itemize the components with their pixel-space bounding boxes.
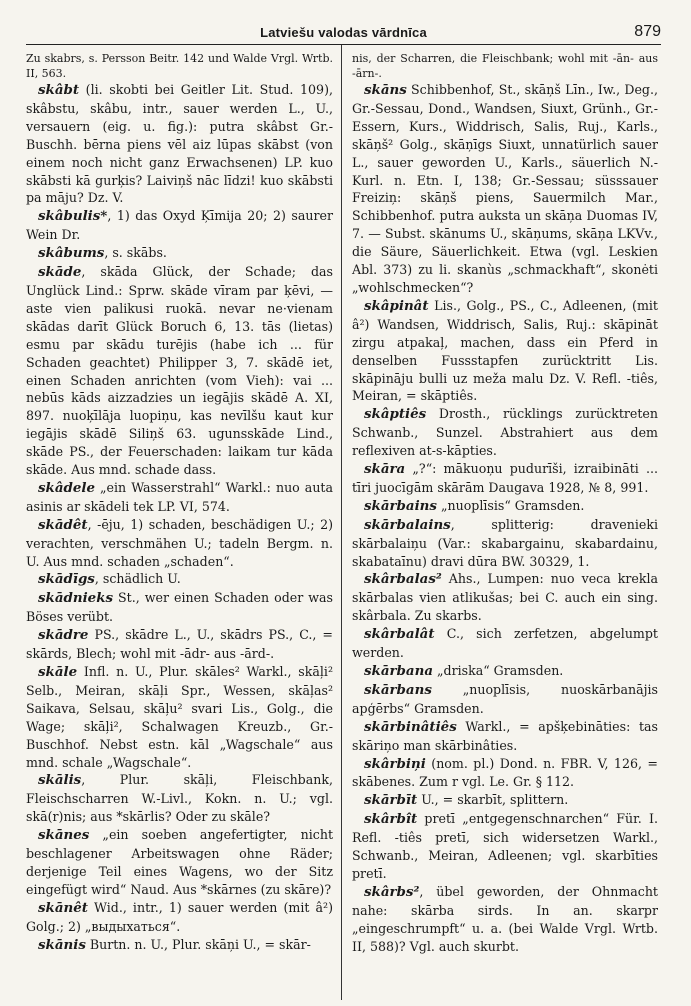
entry-text: Warkl., = apšķebināties: tas skāriņo man skārbinâties. — [352, 718, 658, 753]
entry-headword: skârbs² — [364, 883, 420, 900]
entry-text: „driska“ Gramsden. — [433, 663, 564, 678]
entry-text: , Plur. skāļi, Fleischbank, Fleischscharren W.-Livl., Kokn. n. U.; vgl. skā(r)nis; aus *skārlis? Oder zu skāle? — [26, 772, 333, 825]
page-number: 879 — [634, 23, 661, 40]
dictionary-entry — [26, 589, 333, 626]
entry-text: , s. skābs. — [104, 245, 167, 261]
dictionary-entry — [26, 81, 333, 207]
dictionary-entry — [352, 297, 658, 405]
dictionary-entry — [352, 625, 658, 662]
dictionary-entry — [352, 570, 658, 625]
entry-headword: skâpinât — [364, 297, 429, 314]
entry-headword: skârbalas² — [364, 571, 442, 588]
entry-headword: skānes — [38, 827, 90, 844]
entry-headword: skâdele — [38, 479, 95, 496]
entry-text: St., wer einen Schaden oder was Böses verübt. — [26, 590, 333, 625]
entry-headword: skârbiņi — [364, 755, 426, 772]
dictionary-entry — [352, 405, 658, 460]
entry-headword: skānis — [38, 936, 86, 953]
dictionary-entry — [26, 516, 333, 571]
dictionary-entry — [26, 936, 333, 955]
entry-text: „nuoplīsis, nuoskārbanājis apģērbs“ Gramsden. — [352, 681, 658, 716]
entry-text: (li. skobti bei Geitler Lit. Stud. 109), skâbstu, skâbu, intr., sauer werden L., U., versauern (eig. u. fig.): putra skâbst Gr.-Buschh. bērna piens vēl aiz lūpas skābst (von einem noch nicht ganz Erwachsenen) LP. kuo skābsti kā gurķis? Laiviņš nāc līdzi! kuo skābsti pa māju? Dz. V. — [26, 82, 333, 206]
entry-text: , 1) das Oxyd Ķīmija 20; 2) saurer Wein Dr. — [26, 208, 333, 243]
entry-headword: skâbt — [38, 82, 80, 98]
entry-text: Lis., Golg., PS., C., Adleenen, (mit â²) Wandsen, Widdrisch, Salis, Ruj.: skāpināt zirgu atpakaļ, machen, dass ein Pferd in denselben Fussstapfen zurücktritt Lis. skāpināju bulli uz meža malu Dz. V. Refl. -tiês, Meiran, = skāptiês. — [352, 297, 658, 404]
dictionary-entry — [26, 244, 333, 263]
dictionary-entry — [352, 81, 658, 297]
entry-text: Drosth., rücklings zurücktreten Schwanb., Sunzel. Abstrahiert aus dem reflexiven at-s-kāpties. — [352, 406, 658, 459]
running-title: Latviešu valodas vārdnīca — [260, 25, 427, 40]
entry-headword: skārbalains — [364, 516, 451, 533]
dictionary-entry — [352, 662, 658, 681]
left-column — [26, 45, 342, 1000]
dictionary-entry — [352, 718, 658, 755]
entry-text: (nom. pl.) Dond. n. FBR. V, 126, = skābenes. Zum r vgl. Le. Gr. § 112. — [352, 755, 658, 790]
dictionary-entry — [352, 681, 658, 718]
entry-text: „ein soeben angefertigter, nicht beschlagener Arbeitswagen ohne Räder; derjenige Teil eines Wagens, wo der Sitz eingefügt wird“ Naud. Aus *skārnes (zu skāre)? — [26, 827, 333, 897]
entry-text: pretī „entgegenschnarchen“ Für. I. Refl. -tiês pretī, sich widersetzen Warkl., Schwanb., Meiran, Adleenen; vgl. skarbīties pretī. — [352, 811, 658, 881]
entry-headword: skādêt — [38, 516, 88, 533]
dictionary-entry — [352, 810, 658, 883]
entry-headword: skâbums — [38, 245, 105, 262]
entry-headword: skāra — [364, 461, 406, 478]
entry-headword: skâbulis* — [38, 208, 108, 225]
dictionary-entry — [26, 826, 333, 899]
entry-headword: skâptiês — [364, 406, 427, 423]
entry-text: Infl. n. U., Plur. skāles² Warkl., skāļi² Selb., Meiran, skāļi Spr., Wessen, skāļas² Saikava, Selsau, skāļu² svari Lis., Golg., die Wage; skāļi², Schalwagen Kreuzb., Gr.-Buschhof. Nebst estn. kāl „Wagschale“ aus mnd. schale „Wagschale“. — [26, 664, 333, 770]
entry-headword: skādīgs — [38, 571, 95, 588]
entry-text: Schibbenhof, St., skāņš Līn., Iw., Deg., Gr.-Sessau, Dond., Wandsen, Siuxt, Grünh., Gr.-Essern, Kurs., Widdrisch, Salis, Ruj., Karls., skāņš² Golg., skāņīgs Siuxt, unnatürlich sauer L., sauer geworden U., Karls., säuerlich N.-Kurl. n. Etn. I, 138; Gr.-Sessau; süsssauer Freiziņ: skāņš piens, Sauermilch Mar., Schibbenhof. putra auksta un skāņa Duomas IV, 7. — Subst. skānums U., skāņums, skāņa LKVv., die Säure, Säuerlichkeit. Etwa (vgl. Leskien Abl. 373) zu li. skanùs „schmackhaft“, skonėti „wohlschmecken“? — [352, 82, 658, 295]
entry-headword: skārbinâtiês — [364, 718, 457, 735]
dictionary-entry — [26, 570, 333, 589]
entry-headword: skālis — [38, 772, 82, 789]
entry-headword: skārbans — [364, 681, 432, 698]
dictionary-entry — [26, 899, 333, 936]
entry-text: Burtn. n. U., Plur. skāņi U., = skār- — [85, 936, 311, 952]
entry-headword: skârbalât — [364, 626, 435, 643]
entry-text: , schädlich U. — [94, 571, 181, 587]
entry-headword: skānêt — [38, 899, 88, 916]
two-column-body — [26, 45, 661, 1000]
entry-headword: skāle — [38, 664, 78, 680]
entry-text: „ein Wasserstrahl“ Warkl.: nuo auta asinis ar skādeli tek LP. VI, 574. — [26, 479, 333, 514]
entry-text: Zu skabrs, s. Persson Beitr. 142 und Walde Vrgl. Wrtb. II, 563. — [26, 52, 333, 80]
entry-text: Ahs., Lumpen: nuo veca krekla skārbalas vien atlikušas; bei C. auch ein sing. skârbala. Zu skarbs. — [352, 571, 658, 624]
dictionary-entry — [352, 460, 658, 497]
entry-headword: skāde — [38, 264, 82, 281]
entry-text: , splitterig: dravenieki skārbalaiņu (Var.: skabargainu, skabardainu, skabataīnu) dravi dūra BW. 30329, 1. — [352, 516, 658, 569]
entry-headword: skādre — [38, 627, 89, 644]
dictionary-entry — [352, 516, 658, 571]
dictionary-entry — [352, 497, 658, 516]
dictionary-entry — [26, 263, 333, 479]
right-column — [342, 45, 658, 1000]
entry-text: , -ēju, 1) schaden, beschädigen U.; 2) verachten, verschmähen U.; tadeln Bergm. n. U. Aus mnd. schaden „schaden“. — [26, 516, 333, 569]
entry-text: PS., skādre L., U., skādrs PS., C., = skārds, Blech; wohl mit -ādr- aus -ārd-. — [26, 627, 333, 662]
entry-text: nis, der Scharren, die Fleischbank; wohl mit -ān- aus -ārn-. — [352, 52, 658, 80]
entry-headword: skādnieks — [38, 590, 114, 607]
entry-text: , skāda Glück, der Schade; das Unglück Lind.: Sprw. skāde vīram par ķēvi, — aste vien palikusi ruokā. nevar ne·vienam skādas darīt Glück Boruch 6, 13. tās (lietas) esmu par skādu turējis (habe ich ... für Schaden geachtet) Philipper 3, 7. skādē iet, einen Schaden anrichten (vom Vieh): vai ... nebūs kāds aizzadzies un iegājis skādē A. XI, 897. nuoķīlāja luopiņu, kas nevīlšu kaut kur iegājis skādē Siliņš 63. ugunsskāde Lind., skāde PS., der Feuerschaden: laikam tur kāda skāde. Aus mnd. schade dass. — [26, 264, 333, 478]
dictionary-entry — [352, 51, 658, 81]
dictionary-entry — [26, 663, 333, 771]
entry-text: „?“: mākuoņu pudurīši, izraibināti ... tīri juocīgām skārām Daugava 1928, № 8, 991. — [352, 461, 658, 495]
dictionary-entry — [352, 755, 658, 792]
entry-text: U., = skarbīt, splittern. — [417, 792, 569, 808]
entry-text: , übel geworden, der Ohnmacht nahe: skārba sirds. In an. skarpr „eingeschrumpft“ u. a. (bei Walde Vrgl. Wrtb. II, 588)? Vgl. auch skurbt. — [352, 883, 658, 954]
dictionary-entry — [26, 626, 333, 663]
running-header — [26, 14, 661, 45]
entry-headword: skārbana — [364, 663, 433, 679]
entry-headword: skārbains — [364, 497, 437, 514]
entry-text: „nuoplīsis“ Gramsden. — [436, 497, 585, 513]
dictionary-entry — [26, 771, 333, 826]
entry-headword: skāns — [364, 82, 407, 98]
entry-headword: skârbît — [364, 811, 418, 828]
dictionary-entry — [26, 51, 333, 81]
entry-headword: skārbīt — [364, 792, 418, 809]
dictionary-entry — [352, 791, 658, 810]
entry-text: C., sich zerfetzen, abgelumpt werden. — [352, 626, 658, 661]
dictionary-entry — [26, 479, 333, 516]
dictionary-entry — [352, 883, 658, 956]
dictionary-entry — [26, 207, 333, 244]
entry-text: Wid., intr., 1) sauer werden (mit â²) Golg.; 2) „выдыхаться“. — [26, 899, 333, 934]
